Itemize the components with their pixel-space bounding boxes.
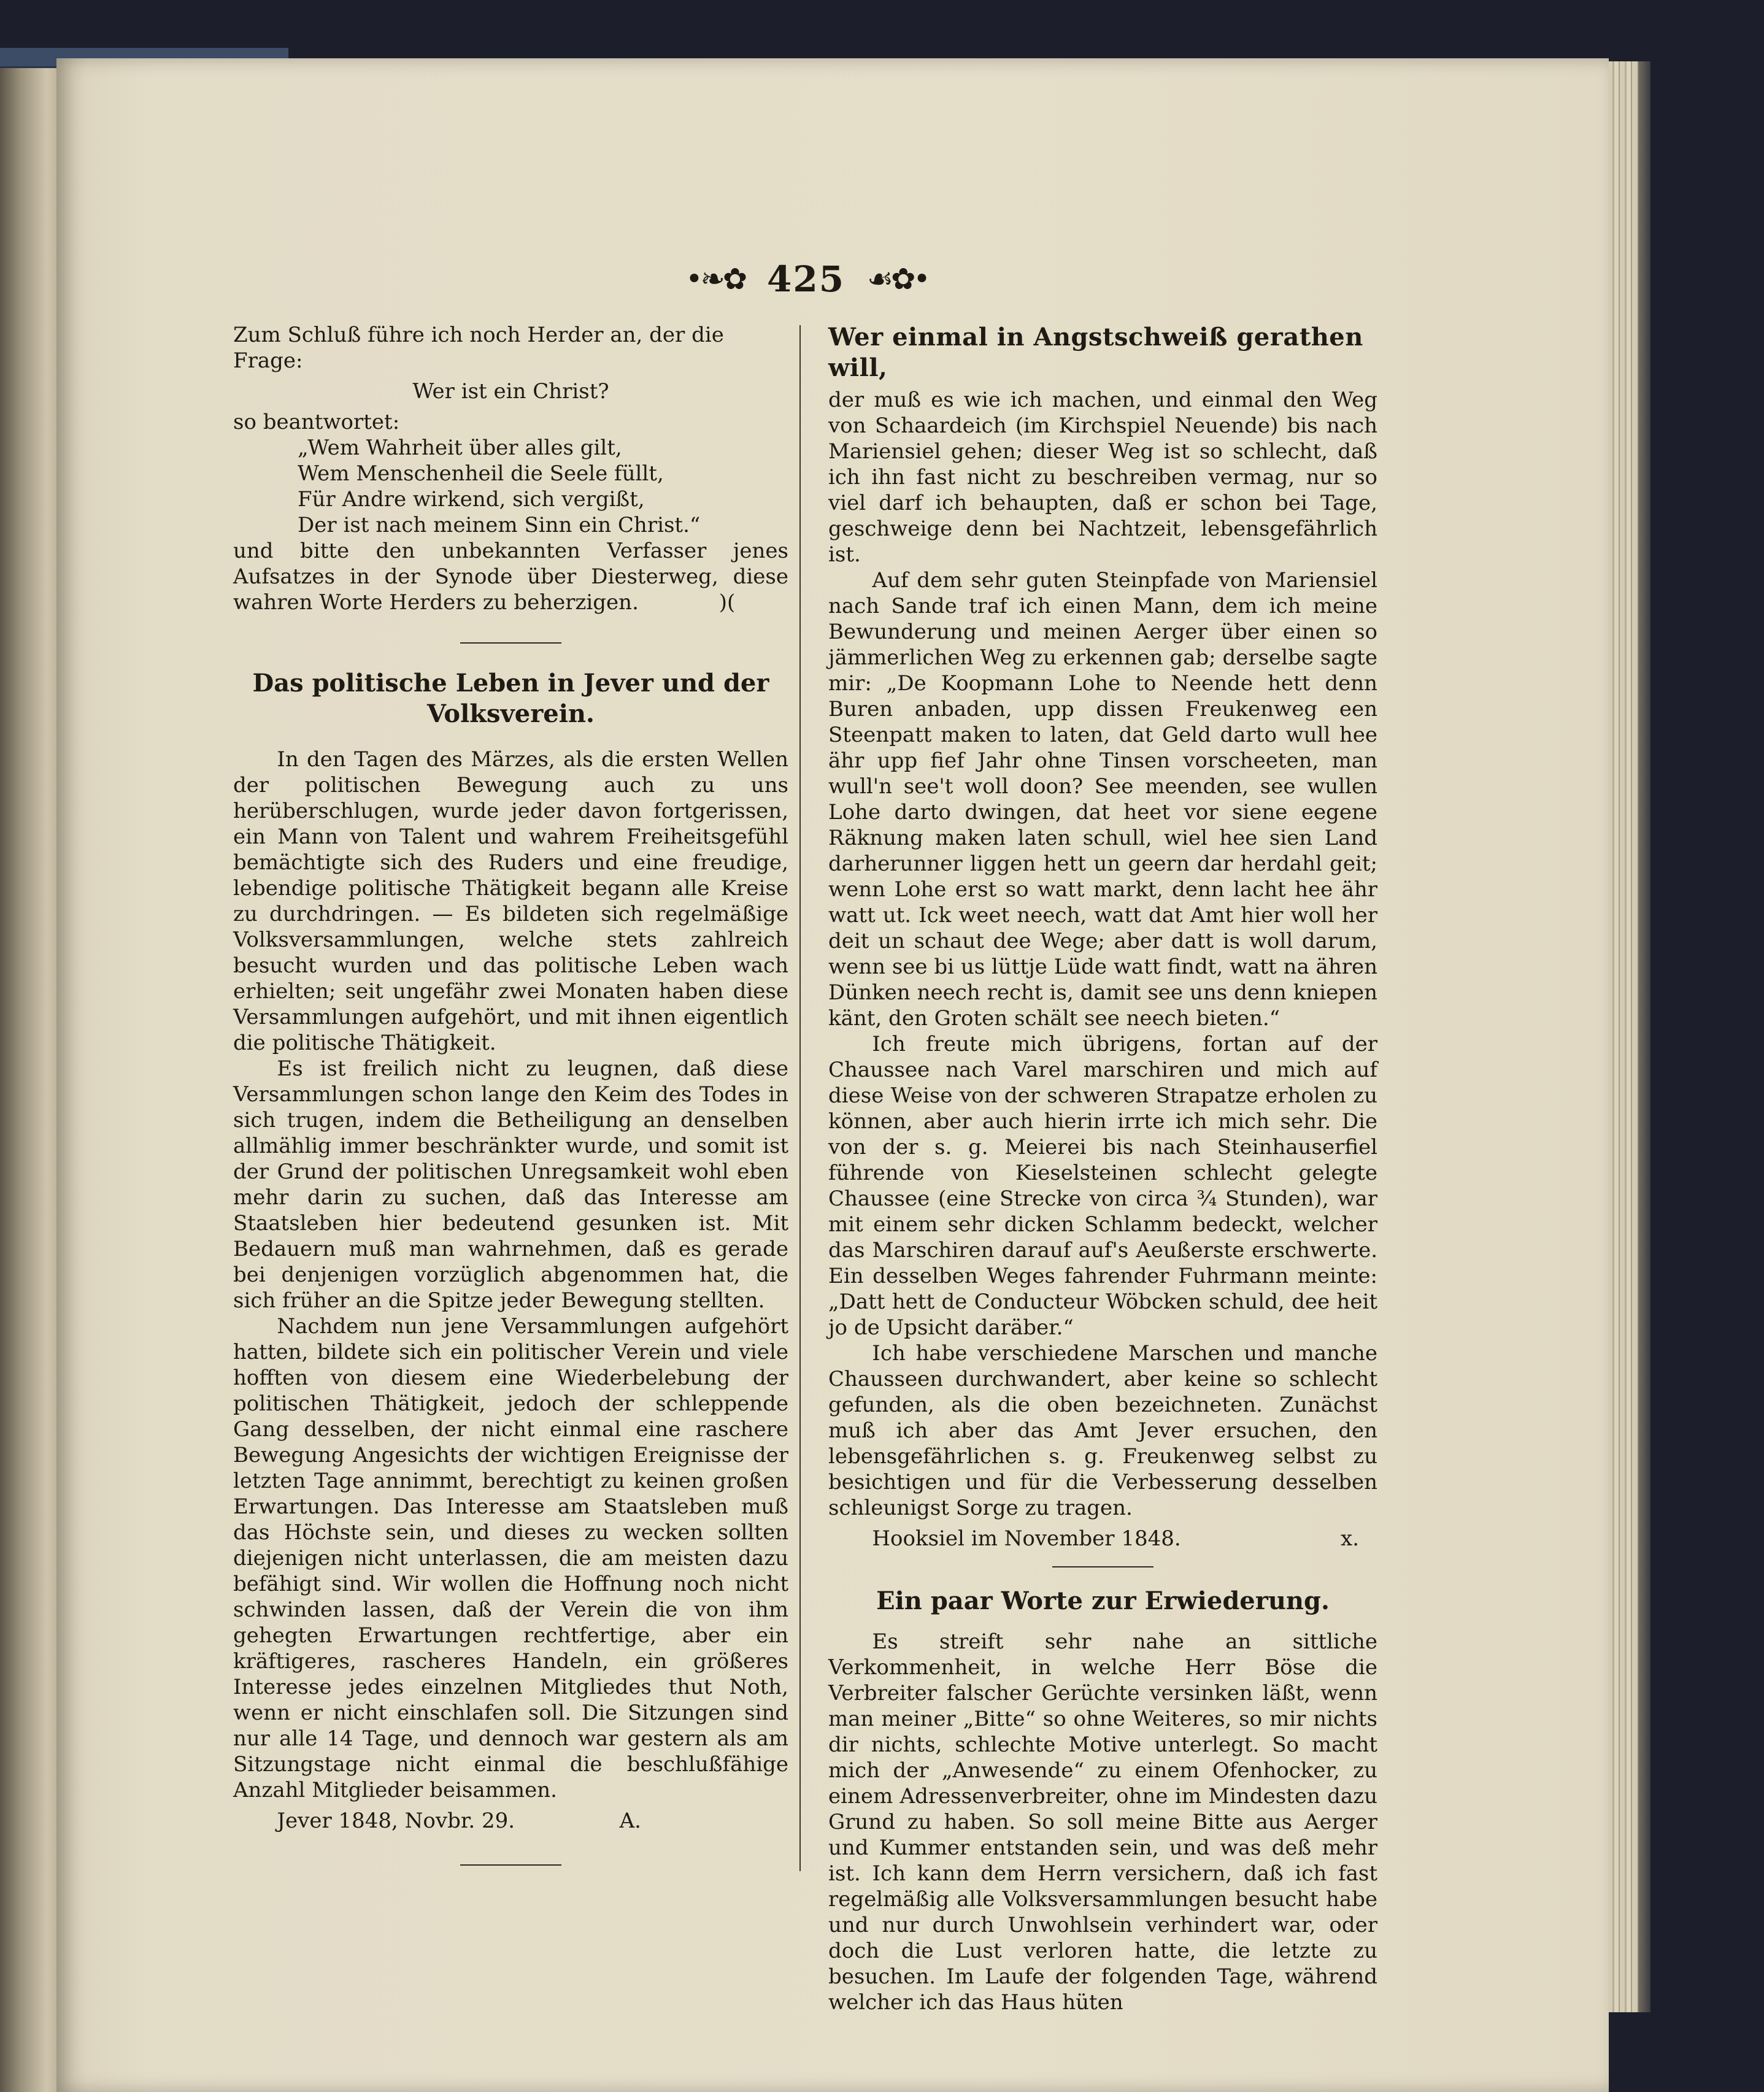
verse-block — [233, 435, 788, 538]
verse-line: Der ist nach meinem Sinn ein Christ.“ — [298, 513, 701, 537]
previous-page-edge — [0, 52, 58, 2092]
closing-mark: )( — [718, 590, 736, 615]
article-paragraph: In den Tagen des Märzes, als die ersten Wellen der politischen Bewegung auch zu uns herüberschlugen, wurde jeder davon fortgerissen, ein Mann von Talent und wahrem Freiheitsgefühl bemächtigte sich des Ruders und eine freudige, lebendige politische Thätigkeit begann alle Kreise zu durchdringen. — Es bildeten sich regelmäßige Volksversammlungen, welche stets zahlreich besucht wurden und das politische Leben wach erhielten; seit ungefähr zwei Monaten haben diese Versammlungen aufgehört, und mit ihnen eigentlich die politische Thätigkeit. — [233, 747, 788, 1055]
article-title-line1: Das politische Leben in Jever und der — [252, 669, 769, 698]
article-paragraph: Ich habe verschiedene Marschen und manche Chausseen durchwandert, aber keine so schlecht gefunden, als die oben bezeichneten. Zunächst muß ich aber das Amt Jever ersuchen, den lebensgefährlichen s. g. Freukenweg selbst zu besichtigen und für die Verbesserung desselben schleunigst Sorge zu tragen. — [828, 1341, 1377, 1520]
ornament-left-icon: •❧✿ — [685, 262, 745, 296]
verse-line: Für Andre wirkend, sich vergißt, — [298, 487, 645, 512]
signature: x. — [1341, 1526, 1359, 1551]
article-title-line2: Volksverein. — [427, 699, 595, 728]
dateline: Jever 1848, Novbr. 29. — [277, 1809, 515, 1833]
article-title: Ein paar Worte zur Erwiederung. — [876, 1586, 1330, 1615]
left-para1-line1: Zum Schluß führe ich noch Herder an, der die — [233, 323, 724, 347]
article-paragraph: Es ist freilich nicht zu leugnen, daß diese Versammlungen schon lange den Keim des Todes in sich trugen, indem die Betheiligung an denselben allmählig immer beschränkter wurde, und somit ist der Grund der politischen Unregsamkeit wohl eben mehr darin zu suchen, daß das Interesse am Staatsleben hier bedeutend gesunken ist. Mit Bedauern muß man wahrnehmen, daß es gerade bei denjenigen vorzüglich abgenommen hat, die sich früher an die Spitze jeder Bewegung stellten. — [233, 1056, 788, 1313]
article-paragraph: Ich freute mich übrigens, fortan auf der Chaussee nach Varel marschiren und mich auf diese Weise von der schweren Strapatze erholen zu können, aber auch hierin irrte ich mich sehr. Die von der s. g. Meierei bis nach Steinhauserfiel führende von Kieselsteinen schlecht gelegte Chaussee (eine Strecke von circa ¾ Stunden), war mit einem sehr dicken Schlamm bedeckt, welcher das Marschiren darauf auf's Aeußerste erschwerte. Ein desselben Weges fahrender Fuhrmann meinte: „Datt hett de Conducteur Wöbcken schuld, dee heit jo de Upsicht daräber.“ — [828, 1032, 1377, 1340]
dateline-row — [233, 1808, 788, 1834]
article-heading: Wer einmal in Angstschweiß gerathen will, — [828, 323, 1363, 382]
left-column — [233, 322, 788, 1866]
verse-line: Wem Menschenheil die Seele füllt, — [298, 461, 664, 486]
page-number: 425 — [767, 258, 845, 300]
article-paragraph: Nachdem nun jene Versammlungen aufgehört hatten, bildete sich ein politischer Verein und viele hofften von diesem eine Wiederbelebung der politischen Thätigkeit, jedoch der schleppende Gang desselben, der nicht einmal eine raschere Bewegung Angesichts der wichtigen Ereignisse der letzten Tage annimmt, berechtigt zu keinen großen Erwartungen. Das Interesse am Staatsleben muß das Höchste sein, und dieses zu wecken sollten diejenigen nicht unterlassen, die am meisten dazu befähigt sind. Wir wollen die Hoffnung noch nicht schwinden lassen, daß der Verein die von ihm gehegten Erwartungen rechtfertige, aber ein kräftigeres, rascheres Handeln, ein größeres Interesse jedes einzelnen Mitgliedes thut Noth, wenn er nicht einschlafen soll. Die Sitzungen sind nur alle 14 Tage, und dennoch war gestern als am Sitzungstage nicht einmal die beschlußfähige Anzahl Mitglieder beisammen. — [233, 1314, 788, 1802]
right-column — [828, 322, 1377, 2015]
section-rule — [460, 1864, 561, 1866]
question-line: Wer ist ein Christ? — [412, 379, 609, 404]
dateline-row — [828, 1526, 1377, 1552]
closing-paragraph — [233, 538, 788, 615]
column-divider — [799, 325, 801, 1871]
page-header — [666, 255, 948, 304]
answered-line: so beantwortet: — [233, 410, 400, 434]
article-paragraph: Es streift sehr nahe an sittliche Verkommenheit, in welche Herr Böse die Verbreiter falscher Gerüchte versinken läßt, wenn man meiner „Bitte“ so ohne Weiteres, so mir nichts dir nichts, schlechte Motive unterlegt. So macht mich der „Anwesende“ zu einem Ofenhocker, zu einem Adressenverbreiter, ohne im Mindesten dazu Grund zu haben. So soll meine Bitte aus Aerger und Kummer entstanden sein, und was deß mehr ist. Ich kann dem Herrn versichern, daß ich fast regelmäßig alle Volksversammlungen besucht habe und nur durch Unwohlsein verhindert war, oder doch die Lust verloren hatte, die letzte zu besuchen. Im Laufe der folgenden Tage, während welcher ich das Haus hüten — [828, 1629, 1377, 2015]
signature: A. — [619, 1809, 641, 1833]
article-paragraph: Auf dem sehr guten Steinpfade von Mariensiel nach Sande traf ich einen Mann, dem ich meine Bewunderung und meinen Aerger über einen so jämmerlichen Weg zu erkennen gab; derselbe sagte mir: „De Koopmann Lohe to Neende hett denn Buren anbaden, upp dissen Freukenweg een Steenpatt maken to laten, dat Geld darto wull hee ähr upp fief Jahr ohne Tinsen vorscheeten, man wull'n see't woll doon? See meenden, see wullen Lohe darto dwingen, dat heet vor siene eegene Räknung maken laten schull, wiel hee sien Land darherunner liggen hett un geern dar herdahl geit; wenn Lohe erst so watt markt, denn lacht hee ähr watt ut. Ick weet neech, watt dat Amt hier woll her deit un schaut dee Wege; aber datt is woll darum, wenn see bi us lüttje Lüde watt findt, watt na ähren Dünken neech recht is, damit see uns denn kniepen känt, den Groten schält see neech bieten.“ — [828, 568, 1377, 1031]
article-paragraph: der muß es wie ich machen, und einmal den Weg von Schaardeich (im Kirchspiel Neuende) bis nach Mariensiel gehen; dieser Weg ist so schlecht, daß ich ihn fast nicht zu beschreiben vermag, nur so viel darf ich behaupten, daß er schon bei Tage, geschweige denn bei Nachtzeit, lebensgefährlich ist. — [828, 388, 1377, 567]
closing-text: und bitte den unbekannten Verfasser jenes Aufsatzes in der Synode über Diesterweg, diese wahren Worte Herders zu beherzigen. — [233, 539, 788, 615]
dateline: Hooksiel im November 1848. — [872, 1526, 1181, 1551]
verse-line: „Wem Wahrheit über alles gilt, — [298, 436, 622, 460]
ornament-right-icon: ☙✿• — [867, 262, 928, 296]
left-para1-line2: Frage: — [233, 348, 303, 373]
